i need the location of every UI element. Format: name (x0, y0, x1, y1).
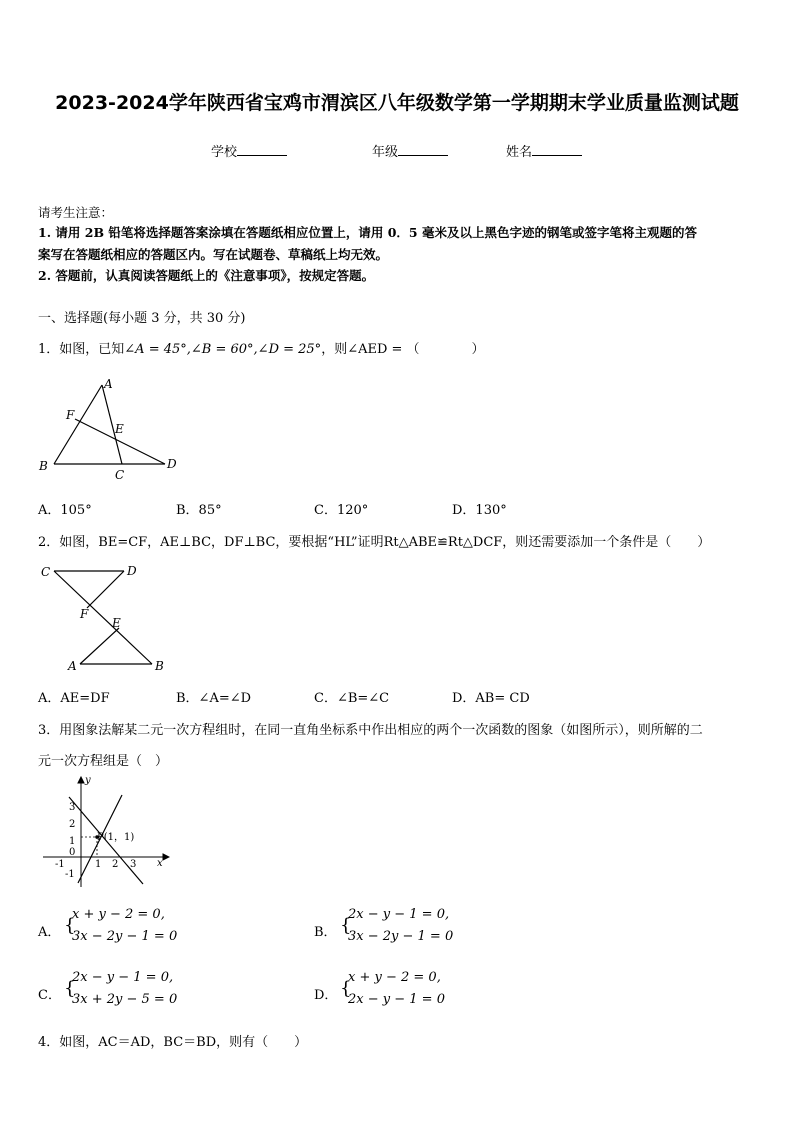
question-3-line-2: 元一次方程组是（ ） (38, 754, 169, 769)
q1-line-ab (54, 385, 102, 464)
q3-a-eq2: 3x − 2y − 1 = 0 (72, 929, 178, 944)
q3-option-b-system[interactable] (340, 907, 470, 947)
brace-icon: { (64, 915, 76, 936)
q1-label-e: E (115, 422, 124, 436)
q2-label-e: E (112, 616, 121, 630)
notice-line-2: 2. 答题前，认真阅读答题纸上的《注意事项》，按规定答题。 (38, 268, 375, 283)
q3-option-a-system[interactable] (64, 907, 194, 947)
origin-label: 0 (69, 847, 76, 858)
q1-label-f: F (66, 408, 75, 422)
name-field[interactable] (506, 141, 582, 160)
q3-b-eq2: 3x − 2y − 1 = 0 (348, 929, 454, 944)
q3-graph (35, 773, 170, 893)
y-axis-arrow-icon (78, 777, 84, 783)
brace-icon: { (64, 978, 76, 999)
tick-y-1: 1 (69, 836, 76, 847)
x-axis-arrow-icon (163, 854, 169, 860)
q3-option-d-system[interactable] (340, 970, 470, 1010)
q2-label-f: F (80, 607, 89, 621)
q1-figure (35, 375, 185, 485)
question-4: 4．如图，AC＝AD，BC＝BD，则有（ ） (38, 1035, 308, 1050)
q1-label-a: A (104, 377, 113, 391)
q2-line-df (87, 571, 124, 608)
q1-label-d: D (167, 457, 177, 471)
q3-b-eq1: 2x − y − 1 = 0, (348, 907, 450, 922)
school-field[interactable] (211, 141, 287, 160)
q2-label-a: A (68, 659, 77, 673)
page-title: 2023-2024学年陕西省宝鸡市渭滨区八年级数学第一学期期末学业质量监测试题 (55, 92, 739, 114)
q1-label-c: C (115, 468, 125, 482)
question-1 (38, 338, 485, 357)
q3-option-c-system[interactable] (64, 970, 194, 1010)
q3-d-eq2: 2x − y − 1 = 0 (348, 992, 445, 1007)
q1-option-d[interactable]: D．130° (452, 503, 507, 518)
q2-label-b: B (155, 659, 164, 673)
q3-option-c-letter[interactable]: C． (38, 988, 61, 1003)
q2-line-cb (54, 571, 152, 664)
tick-y-3: 3 (69, 802, 76, 813)
section-heading: 一、选择题(每小题 3 分，共 30 分) (38, 311, 246, 326)
school-label: 学校 (211, 145, 238, 160)
q2-option-c[interactable]: C．∠B=∠C (314, 691, 390, 706)
q1-option-a[interactable]: A．105° (38, 503, 92, 518)
brace-icon: { (340, 978, 352, 999)
q1-option-b[interactable]: B．85° (176, 503, 222, 518)
q3-option-d-letter[interactable]: D． (314, 988, 338, 1003)
tick-y-2: 2 (69, 819, 76, 830)
name-label: 姓名 (506, 145, 533, 160)
tick-x-neg1: -1 (55, 859, 65, 870)
q1-label-b: B (39, 459, 48, 473)
brace-icon: { (340, 915, 352, 936)
q3-c-eq2: 3x + 2y − 5 = 0 (72, 992, 178, 1007)
point-p-label: P(1，1) (97, 832, 135, 843)
q1-option-c[interactable]: C．120° (314, 503, 369, 518)
notice-heading: 请考生注意： (38, 205, 114, 220)
tick-x-1: 1 (95, 859, 102, 870)
y-axis-label: y (85, 775, 91, 786)
name-blank (532, 143, 582, 156)
question-3-line-1: 3．用图象法解某二元一次方程组时，在同一直角坐标系中作出相应的两个一次函数的图象（如图所示），则所解的二 (38, 723, 703, 738)
question-2: 2．如图，BE=CF，AE⊥BC，DF⊥BC，要根据“HL”证明Rt△ABE≌Rt△DCF，则还需要添加一个条件是（ ） (38, 535, 711, 550)
q2-option-b[interactable]: B．∠A=∠D (176, 691, 252, 706)
q3-c-eq1: 2x − y − 1 = 0, (72, 970, 174, 985)
q2-option-d[interactable]: D．AB= CD (452, 691, 530, 706)
notice-line-1a: 1. 请用 2B 铅笔将选择题答案涂填在答题纸相应位置上，请用 0．5 毫米及以上黑色字迹的钢笔或签字笔将主观题的答 (38, 225, 697, 240)
q3-option-a-letter[interactable]: A． (38, 925, 61, 940)
grade-blank (398, 143, 448, 156)
school-blank (237, 143, 287, 156)
q1-prefix: 1．如图，已知 (38, 342, 125, 357)
x-axis-label: x (157, 858, 163, 869)
grade-label: 年级 (372, 145, 399, 160)
q3-d-eq1: x + y − 2 = 0, (348, 970, 441, 985)
tick-x-2: 2 (112, 859, 119, 870)
notice-line-1b: 案写在答题纸相应的答题区内。写在试题卷、草稿纸上均无效。 (38, 247, 389, 262)
q2-label-c: C (41, 565, 51, 579)
tick-y-neg1: -1 (65, 869, 75, 880)
q1-math: ∠A = 45°,∠B = 60°,∠D = 25° (124, 342, 322, 357)
q2-option-a[interactable]: A．AE=DF (38, 691, 110, 706)
q3-a-eq1: x + y − 2 = 0, (72, 907, 165, 922)
grade-field[interactable] (372, 141, 448, 160)
q1-suffix: ，则∠AED = （ ） (321, 342, 485, 357)
q2-label-d: D (127, 564, 137, 578)
q3-option-b-letter[interactable]: B． (314, 925, 337, 940)
q2-figure (35, 560, 175, 680)
tick-x-3: 3 (130, 859, 137, 870)
q2-line-ea (80, 628, 119, 664)
